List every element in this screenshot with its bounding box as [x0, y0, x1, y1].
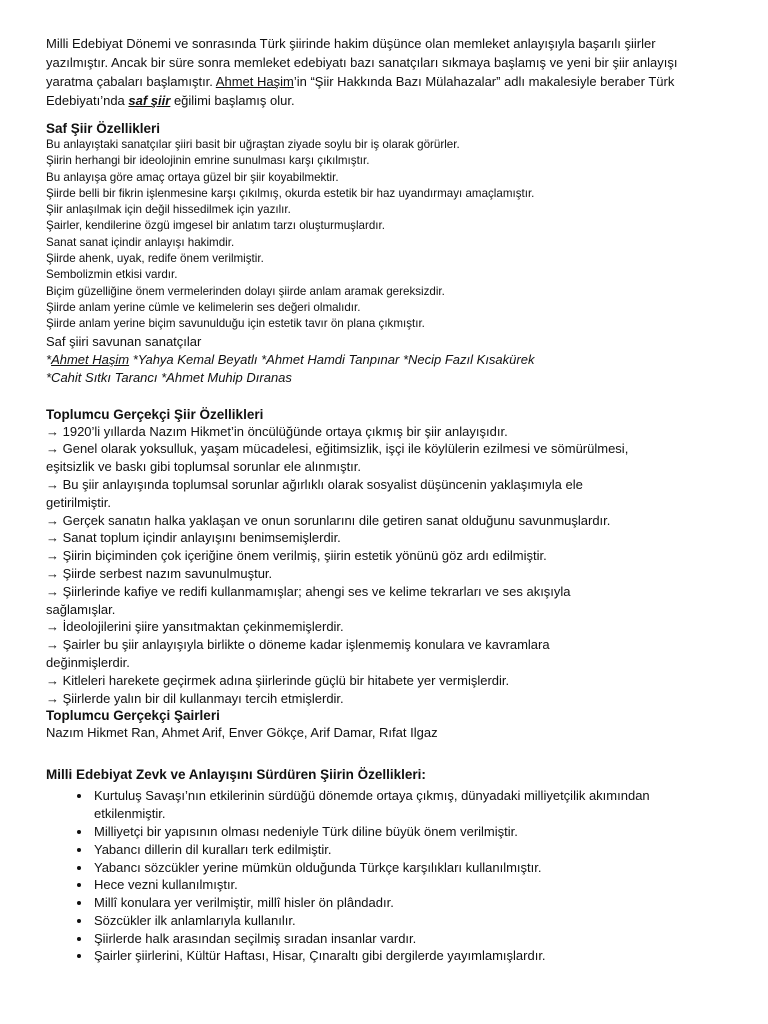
spacer — [46, 742, 706, 766]
toplumcu-line: → Kitleleri harekete geçirmek adına şiirlerinde güçlü bir hitabete yer vermişlerdir. — [46, 672, 510, 688]
poet-ahmet-hasim: Ahmet Haşim — [51, 351, 130, 367]
saf-item: Şiirin herhangi bir ideolojinin emrine sunulması karşı çıkılmıştır. — [46, 154, 370, 168]
intro-paragraph — [46, 34, 706, 110]
toplumcu-line: → Bu şiir anlayışında toplumsal sorunlar ağırlıklı olarak sosyalist düşüncenin yaklaşımıyla ele — [46, 476, 583, 492]
milli-bullet: • Hece vezni kullanılmıştır. — [92, 876, 706, 894]
milli-bullet: • Milliyetçi bir yapısının olması nedeniyle Türk diline büyük önem verilmiştir. — [92, 823, 706, 841]
toplumcu-line: getirilmiştir. — [46, 494, 112, 510]
saf-siir-heading: Saf Şiir Özellikleri — [46, 121, 161, 136]
toplumcu-poets-heading: Toplumcu Gerçekçi Şairleri — [46, 708, 220, 724]
toplumcu-line: → Genel olarak yoksulluk, yaşam mücadelesi, eğitimsizlik, işçi ile köylülerin ezilmesi ve sömürülmesi, — [46, 441, 629, 457]
toplumcu-line: → Şairler bu şiir anlayışıyla birlikte o döneme kadar işlenmemiş konulara ve kavramlara — [46, 637, 550, 653]
intro-text-1: Milli Edebiyat Dönemi ve sonrasında Türk şiirinde hakim düşünce olan memleket anlayışıyla başarılı şiirler yazılmıştır. Ancak bir süre sonra memleket edebiyatı bazı sanatçıları sıkmaya başlamış ve yeni bir şiir anlayışı yaratma çabaları başlamıştır. — [46, 36, 678, 89]
toplumcu-list — [46, 423, 706, 708]
toplumcu-line: → 1920’li yıllarda Nazım Hikmet’in öncülüğünde ortaya çıkmış bir şiir anlayışıdır. — [46, 423, 508, 439]
saf-item: Şairler, kendilerine özgü imgesel bir anlatım tarzı oluşturmuşlardır. — [46, 219, 385, 233]
saf-item: Şiir anlaşılmak için değil hissedilmek için yazılır. — [46, 203, 291, 217]
milli-bullet: • Şiirlerde halk arasından seçilmiş sıradan insanlar vardır. — [92, 930, 706, 948]
saf-item: Şiirde ahenk, uyak, redife önem verilmiştir. — [46, 252, 264, 266]
toplumcu-line: → Şiirlerde yalın bir dil kullanmayı tercih etmişlerdir. — [46, 690, 344, 706]
intro-text-2: ’in “Şiir Hakkında Bazı Mülahazalar” adlı makalesiyle beraber Türk Edebiyatı’nda — [46, 74, 675, 108]
toplumcu-line: → Şiirde serbest nazım savunulmuştur. — [46, 565, 273, 581]
milli-bullet: • Yabancı dillerin dil kuralları terk edilmiştir. — [92, 841, 706, 859]
milli-heading: Milli Edebiyat Zevk ve Anlayışını Sürdüren Şiirin Özellikleri: — [46, 767, 426, 783]
milli-bullet-list — [46, 787, 706, 965]
toplumcu-line: değinmişlerdir. — [46, 654, 130, 670]
milli-bullet: • Kurtuluş Savaşı’nın etkilerinin sürdüğü dönemde ortaya çıkmış, dünyadaki milliyetçilik akımından etkilenmiştir. — [92, 787, 706, 823]
toplumcu-heading: Toplumcu Gerçekçi Şiir Özellikleri — [46, 406, 264, 422]
intro-author-link: Ahmet Haşim — [215, 74, 294, 89]
saf-item: Sanat sanat içindir anlayışı hakimdir. — [46, 235, 235, 249]
toplumcu-line: → İdeolojilerini şiire yansıtmaktan çekinmemişlerdir. — [46, 619, 344, 635]
document-page — [46, 34, 706, 965]
spacer — [46, 388, 706, 406]
milli-bullet: • Sözcükler ilk anlamlarıyla kullanılır. — [92, 912, 706, 930]
milli-bullet: • Yabancı sözcükler yerine mümkün olduğunda Türkçe karşılıkları kullanılmıştır. — [92, 859, 706, 877]
saf-poets-line-1 — [46, 351, 706, 370]
saf-siir-list — [46, 137, 706, 333]
intro-text-3: eğilimi başlamış olur. — [170, 93, 295, 108]
saf-item: Sembolizmin etkisi vardır. — [46, 268, 178, 282]
saf-item: Şiirde anlam yerine biçim savunulduğu için estetik tavır ön plana çıkmıştır. — [46, 317, 425, 331]
toplumcu-line: eşitsizlik ve baskı gibi toplumsal sorunlar ele alınmıştır. — [46, 459, 362, 475]
poet-star: * — [46, 351, 52, 367]
poets-rest: *Yahya Kemal Beyatlı *Ahmet Hamdi Tanpınar *Necip Fazıl Kısakürek — [129, 351, 535, 367]
toplumcu-line: sağlamışlar. — [46, 601, 116, 617]
saf-item: Bu anlayışa göre amaç ortaya güzel bir şiir koyabilmektir. — [46, 170, 339, 184]
milli-bullet: • Millî konulara yer verilmiştir, millî hisler ön plândadır. — [92, 894, 706, 912]
toplumcu-line: → Şiirlerinde kafiye ve redifi kullanmamışlar; ahengi ses ve kelime tekrarları ve ses akışıyla — [46, 583, 571, 599]
saf-item: Biçim güzelliğine önem vermelerinden dolayı şiirde anlam aramak gereksizdir. — [46, 284, 445, 298]
saf-item: Bu anlayıştaki sanatçılar şiiri basit bir uğraştan ziyade soylu bir iş olarak görürler. — [46, 138, 460, 151]
intro-saf-siir: saf şiir — [128, 93, 171, 108]
saf-item: Şiirde belli bir fikrin işlenmesine karşı çıkılmış, okurda estetik bir haz uyandırmayı amaçlamıştır. — [46, 186, 535, 200]
toplumcu-poets: Nazım Hikmet Ran, Ahmet Arif, Enver Gökçe, Arif Damar, Rıfat Ilgaz — [46, 725, 438, 741]
toplumcu-line: → Şiirin biçiminden çok içeriğine önem verilmiş, şiirin estetik yönünü göz ardı edilmiştir. — [46, 548, 547, 564]
milli-bullet: • Şairler şiirlerini, Kültür Haftası, Hisar, Çınaraltı gibi dergilerde yayımlamışlardır. — [92, 947, 706, 965]
toplumcu-line: → Sanat toplum içindir anlayışını benimsemişlerdir. — [46, 530, 341, 546]
toplumcu-line: → Gerçek sanatın halka yaklaşan ve onun sorunlarını dile getiren sanat olduğunu savunmuşlardır. — [46, 512, 611, 528]
saf-poets-line-2: *Cahit Sıtkı Tarancı *Ahmet Muhip Dıranas — [46, 370, 292, 386]
saf-poets-label: Saf şiiri savunan sanatçılar — [46, 333, 202, 349]
saf-item: Şiirde anlam yerine cümle ve kelimelerin ses değeri olmalıdır. — [46, 300, 361, 314]
